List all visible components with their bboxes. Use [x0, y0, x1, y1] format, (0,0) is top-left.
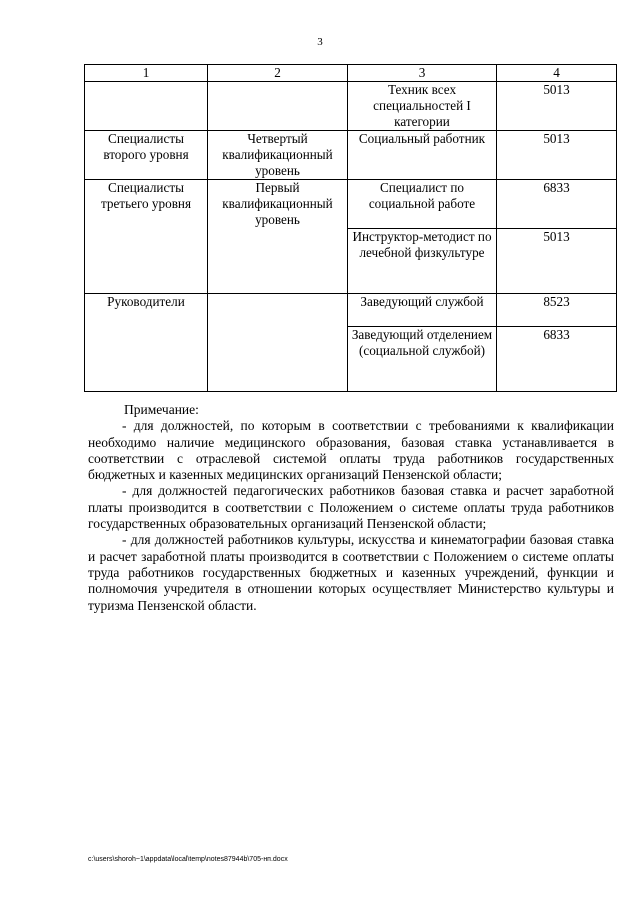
- note-paragraph: - для должностей педагогических работников базовая ставка и расчет заработной платы производится в соответствии с Положением о системе оплаты труда работников государственных образовательных организаций Пензенской области;: [88, 483, 614, 532]
- page-number: 3: [317, 36, 323, 48]
- group-cell: Специалисты второго уровня: [85, 131, 208, 180]
- group-cell: Руководители: [85, 293, 208, 326]
- rate-cell: 8523: [497, 293, 617, 326]
- file-path-footer: c:\users\shoroh~1\appdata\local\temp\notes87944b\705-нп.docx: [88, 856, 288, 863]
- note-section: [88, 402, 614, 614]
- note-paragraph: - для должностей работников культуры, искусства и кинематографии базовая ставка и расчет заработной платы производится в соответствии с Положением о системе оплаты труда работников государственных бюджетных и казенных учреждений, функции и полномочия учредителя в отношении которых осуществляет Министерство культуры и туризма Пензенской области.: [88, 532, 614, 613]
- level-cell: Четвертый квалификационный уровень: [208, 131, 348, 180]
- table-row: [85, 82, 617, 131]
- position-cell: Инструктор-методист по лечебной физкультуре: [348, 228, 497, 293]
- header-cell-1: 1: [85, 65, 208, 82]
- table-row: [85, 228, 617, 293]
- note-paragraph: - для должностей, по которым в соответствии с требованиями к квалификации необходимо наличие медицинского образования, базовая ставка устанавливается в соответствии с отраслевой системой оплаты труда работников государственных бюджетных и казенных медицинских организаций Пензенской области;: [88, 418, 614, 483]
- position-cell: Социальный работник: [348, 131, 497, 180]
- table-row: [85, 131, 617, 180]
- header-cell-4: 4: [497, 65, 617, 82]
- rate-cell: 6833: [497, 326, 617, 391]
- rate-cell: 6833: [497, 180, 617, 229]
- position-cell: Заведующий отделением (социальной службой): [348, 326, 497, 391]
- header-cell-3: 3: [348, 65, 497, 82]
- level-cell: [208, 293, 348, 326]
- salary-table: [84, 64, 617, 392]
- table-row: [85, 326, 617, 391]
- table-header-row: [85, 65, 617, 82]
- group-cell: [85, 326, 208, 391]
- level-cell: Первый квалификационный уровень: [208, 180, 348, 229]
- table-row: [85, 180, 617, 229]
- position-cell: Специалист по социальной работе: [348, 180, 497, 229]
- position-cell: Техник всех специальностей I категории: [348, 82, 497, 131]
- group-cell: Специалисты третьего уровня: [85, 180, 208, 229]
- group-cell: [85, 82, 208, 131]
- rate-cell: 5013: [497, 228, 617, 293]
- level-cell: [208, 228, 348, 293]
- header-cell-2: 2: [208, 65, 348, 82]
- group-cell: [85, 228, 208, 293]
- level-cell: [208, 82, 348, 131]
- table-row: [85, 293, 617, 326]
- rate-cell: 5013: [497, 131, 617, 180]
- rate-cell: 5013: [497, 82, 617, 131]
- position-cell: Заведующий службой: [348, 293, 497, 326]
- note-title: Примечание:: [124, 402, 199, 417]
- level-cell: [208, 326, 348, 391]
